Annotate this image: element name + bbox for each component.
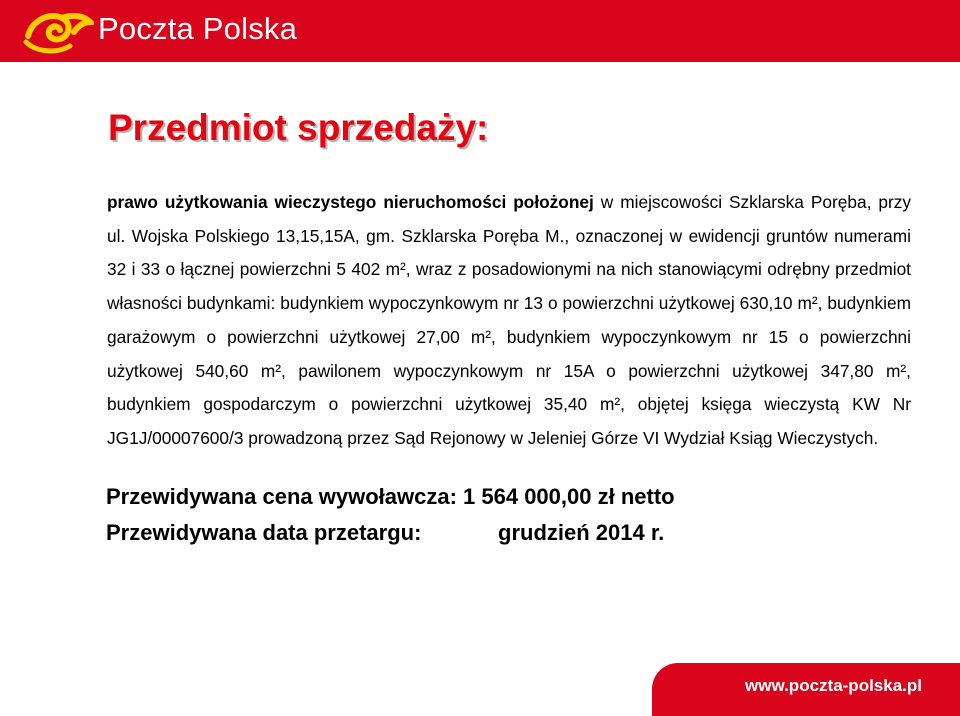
- auction-date: [106, 520, 665, 546]
- slide-title: Przedmiot sprzedaży:: [108, 107, 489, 148]
- header-divider: [0, 62, 960, 65]
- header-bar: [0, 0, 960, 62]
- asking-price: Przewidywana cena wywoławcza: 1 564 000,00 zł netto: [106, 484, 675, 509]
- footer-bar: [652, 663, 960, 716]
- property-description: [107, 186, 911, 456]
- auction-date-value: grudzień 2014 r.: [498, 520, 665, 545]
- poczta-polska-horn-logo-icon: [22, 6, 94, 58]
- description-rest: w miejscowości Szklarska Poręba, przy ul. Wojska Polskiego 13,15,15A, gm. Szklarska Poręba M., oznaczonej w ewidencji gruntów numerami 32 i 33 o łącznej powierzchni 5 402 m², wraz z posadowionymi na nich stanowiącymi odrębny przedmiot własności budynkami: budynkiem wypoczynkowym nr 13 o powierzchni użytkowej 630,10 m², budynkiem garażowym o powierzchni użytkowej 27,00 m², budynkiem wypoczynkowym nr 15 o powierzchni użytkowej 540,60 m², pawilonem wypoczynkowym nr 15A o powierzchni użytkowej 347,80 m², budynkiem gospodarczym o powierzchni użytkowej 35,40 m², objętej księga wieczystą KW Nr JG1J/00007600/3 prowadzoną przez Sąd Rejonowy w Jeleniej Górze VI Wydział Ksiąg Wieczystych.: [107, 192, 911, 448]
- website-link[interactable]: www.poczta-polska.pl: [745, 676, 922, 695]
- auction-date-label: Przewidywana data przetargu:: [106, 520, 422, 545]
- brand-name: Poczta Polska: [98, 11, 298, 46]
- description-lead: prawo użytkowania wieczystego nieruchomości położonej: [107, 192, 594, 212]
